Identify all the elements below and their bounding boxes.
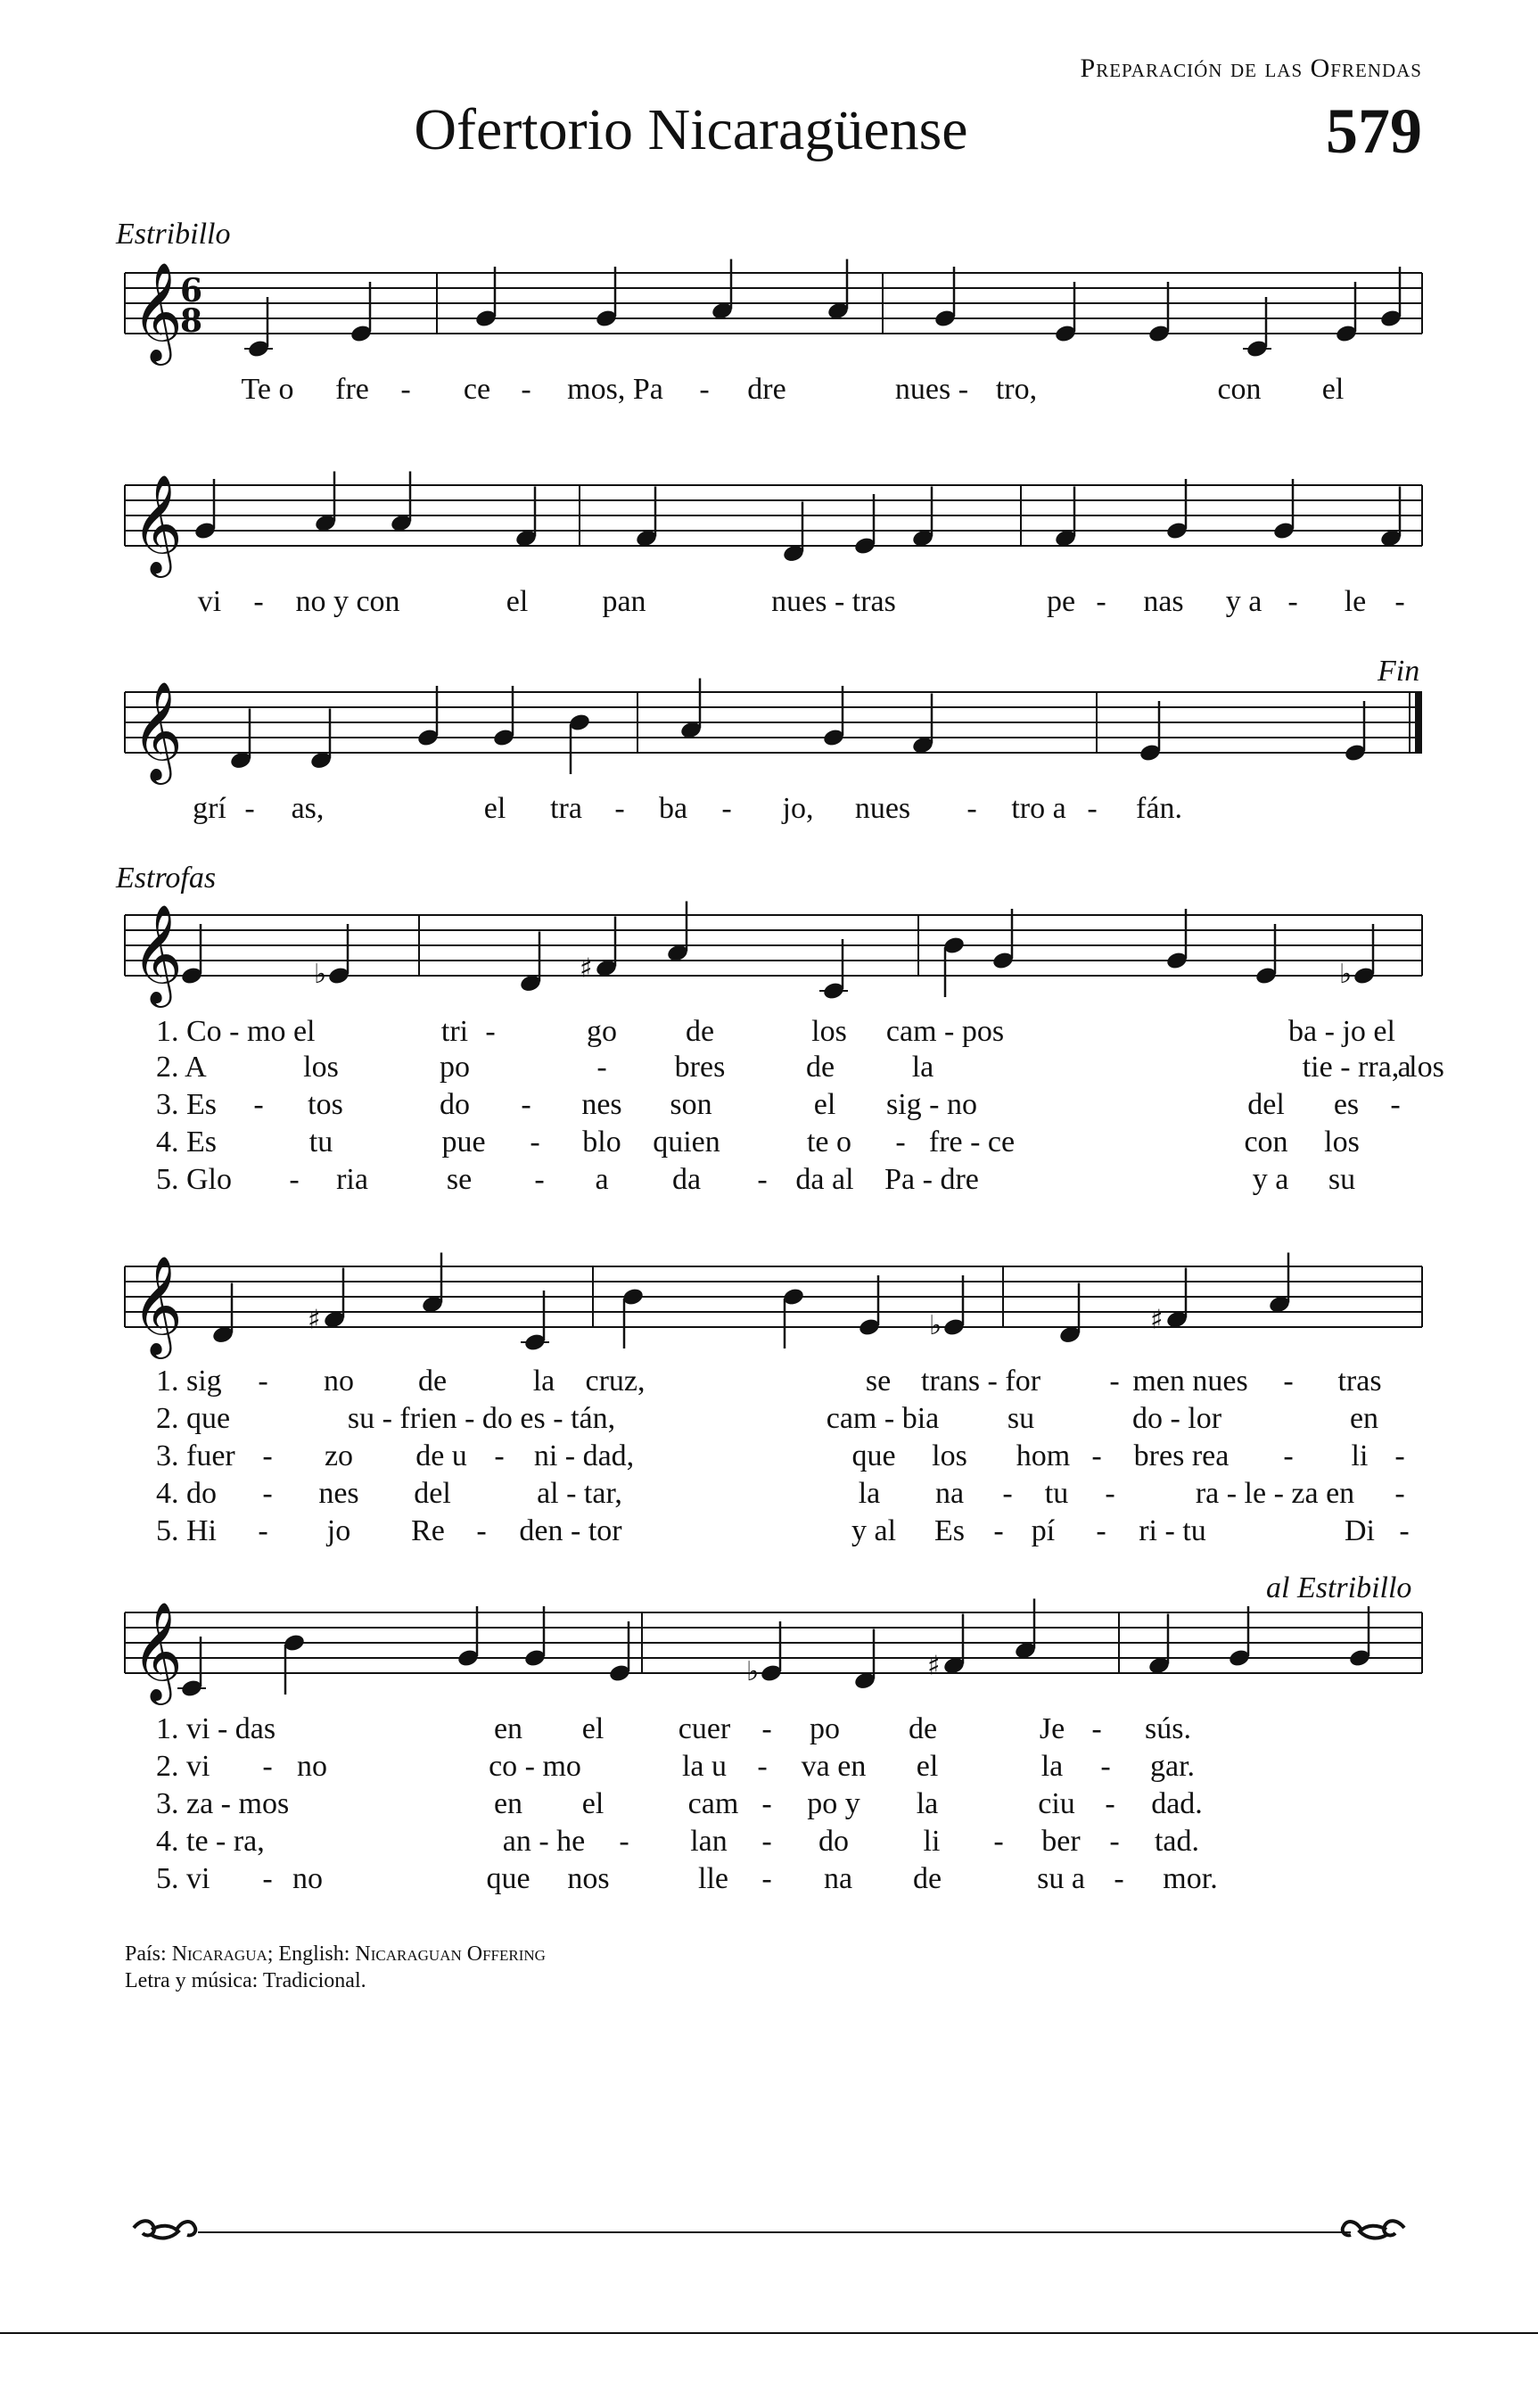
- lyric-syllable: nes: [318, 1477, 359, 1510]
- lyric-syllable: -: [761, 1825, 772, 1858]
- lyric-syllable: tu: [308, 1126, 333, 1159]
- verse-line-start: 5. Glo: [156, 1163, 232, 1196]
- lyric-syllable: -: [1109, 1365, 1120, 1398]
- lyric-syllable: fre - ce: [928, 1126, 1016, 1159]
- lyric-syllable: no y con: [295, 585, 400, 618]
- sharp-icon: ♯: [1150, 1304, 1164, 1336]
- lyric-syllable: -: [262, 1750, 273, 1783]
- verse-line-start: 1. sig: [156, 1365, 222, 1398]
- lyric-syllable: con: [1244, 1126, 1288, 1159]
- lyric-syllable: -: [1105, 1477, 1115, 1510]
- lyric-syllable: bres rea: [1133, 1439, 1230, 1472]
- lyric-syllable: nes: [581, 1088, 622, 1121]
- lyric-syllable: los: [1324, 1126, 1360, 1159]
- lyric-syllable: zo: [324, 1439, 354, 1472]
- lyric-syllable: do: [818, 1825, 849, 1858]
- lyric-syllable: -: [1390, 1088, 1401, 1121]
- ornament-left-icon: [134, 2221, 195, 2238]
- treble-clef-icon: 𝄞: [132, 1255, 183, 1355]
- sharp-icon: ♯: [308, 1304, 321, 1336]
- verse-line-start: 5. vi: [156, 1862, 210, 1895]
- lyric-syllable: -: [1091, 1439, 1102, 1472]
- lyric-syllable: el: [916, 1750, 939, 1783]
- lyric-syllable: el: [1321, 373, 1345, 406]
- lyric-syllable: -: [1283, 1439, 1294, 1472]
- lyric-syllable: el: [483, 792, 506, 825]
- lyric-syllable: ria: [336, 1163, 368, 1196]
- lyric-syllable: po y: [807, 1787, 860, 1820]
- verse-line-start: 1. Co - mo el: [156, 1015, 316, 1048]
- lyric-syllable: le: [1344, 585, 1367, 618]
- lyric-syllable: tos: [308, 1088, 343, 1121]
- lyric-syllable: mor.: [1163, 1862, 1218, 1895]
- lyric-syllable: pue: [441, 1126, 486, 1159]
- lyric-syllable: ra - le - za en: [1195, 1477, 1355, 1510]
- treble-clef-icon: 𝄞: [132, 1601, 183, 1701]
- lyric-syllable: -: [521, 1088, 531, 1121]
- lyric-syllable: -: [1105, 1787, 1115, 1820]
- credits-line-1: País: Nicaragua; English: Nicaraguan Offering: [125, 1942, 546, 1966]
- flat-icon: ♭: [929, 1310, 942, 1341]
- lyric-syllable: -: [596, 1051, 607, 1084]
- lyric-syllable: fre: [335, 373, 369, 406]
- lyric-syllable: da al: [795, 1163, 854, 1196]
- treble-clef-icon: 𝄞: [132, 261, 183, 361]
- lyric-syllable: as,: [291, 792, 325, 825]
- lyric-syllable: en: [1349, 1402, 1379, 1435]
- lyric-syllable: po: [810, 1712, 840, 1745]
- flat-icon: ♭: [746, 1656, 760, 1687]
- lyric-syllable: -: [530, 1126, 540, 1159]
- lyric-syllable: -: [494, 1439, 505, 1472]
- lyric-syllable: -: [1100, 1750, 1111, 1783]
- verse-line-start: 4. do: [156, 1477, 217, 1510]
- lyric-syllable: -: [1399, 1514, 1410, 1547]
- lyric-syllable: -: [1394, 585, 1405, 618]
- lyric-syllable: -: [289, 1163, 300, 1196]
- lyric-syllable: y a: [1225, 585, 1262, 618]
- lyric-syllable: co - mo: [489, 1750, 581, 1783]
- lyric-syllable: -: [244, 792, 255, 825]
- lyric-syllable: los: [811, 1015, 847, 1048]
- lyric-syllable: -: [1394, 1439, 1405, 1472]
- lyric-syllable: bres: [674, 1051, 726, 1084]
- lyric-syllable: se: [865, 1365, 892, 1398]
- treble-clef-icon: 𝄞: [132, 680, 183, 780]
- lyric-syllable: del: [1247, 1088, 1285, 1121]
- flat-icon: ♭: [314, 959, 327, 990]
- lyric-syllable: -: [534, 1163, 545, 1196]
- lyric-syllable: lle: [698, 1862, 728, 1895]
- lyric-syllable: -: [757, 1163, 768, 1196]
- lyric-syllable: de: [908, 1712, 938, 1745]
- lyric-syllable: cruz,: [585, 1365, 646, 1398]
- lyric-syllable: Te o: [241, 373, 294, 406]
- lyric-syllable: po: [440, 1051, 470, 1084]
- lyric-syllable: te o: [806, 1126, 852, 1159]
- lyric-syllable: -: [253, 585, 264, 618]
- lyric-syllable: con: [1217, 373, 1262, 406]
- verse-line-start: 2. que: [156, 1402, 231, 1435]
- lyric-syllable: ba - jo el: [1288, 1015, 1395, 1048]
- lyric-syllable: tro a: [1011, 792, 1066, 825]
- lyric-syllable: su a: [1037, 1862, 1085, 1895]
- lyric-syllable: -: [253, 1088, 264, 1121]
- lyric-syllable: en: [493, 1712, 523, 1745]
- lyric-syllable: -: [1287, 585, 1298, 618]
- lyric-syllable: cam: [687, 1787, 739, 1820]
- lyric-syllable: vi: [197, 585, 222, 618]
- lyric-syllable: no: [297, 1750, 327, 1783]
- lyric-syllable: tro,: [995, 373, 1038, 406]
- lyric-syllable: tri: [440, 1015, 469, 1048]
- lyric-syllable: Pa - dre: [884, 1163, 979, 1196]
- lyric-syllable: son: [670, 1088, 712, 1121]
- lyric-syllable: el: [813, 1088, 836, 1121]
- lyric-syllable: pan: [602, 585, 646, 618]
- lyric-syllable: es: [1333, 1088, 1360, 1121]
- lyric-syllable: cam - pos: [885, 1015, 1005, 1048]
- estrofas-label: Estrofas: [116, 862, 217, 895]
- lyric-syllable: su: [1328, 1163, 1356, 1196]
- lyric-syllable: ber: [1041, 1825, 1081, 1858]
- credits-line-2: Letra y música: Tradicional.: [125, 1969, 366, 1992]
- hymn-title: Ofertorio Nicaragüense: [414, 97, 968, 162]
- lyric-syllable: -: [1096, 585, 1106, 618]
- verse-line-start: 3. fuer: [156, 1439, 235, 1472]
- lyric-syllable: -: [485, 1015, 496, 1048]
- lyric-syllable: nues -: [894, 373, 969, 406]
- lyric-syllable: de u: [415, 1439, 467, 1472]
- lyric-syllable: gar.: [1149, 1750, 1196, 1783]
- lyric-syllable: -: [757, 1750, 768, 1783]
- lyric-syllable: sús.: [1145, 1712, 1191, 1745]
- treble-clef-icon: 𝄞: [132, 903, 183, 1003]
- lyric-syllable: do: [440, 1088, 470, 1121]
- lyric-syllable: -: [993, 1825, 1004, 1858]
- lyric-syllable: na: [823, 1862, 853, 1895]
- lyric-syllable: a: [1397, 1051, 1411, 1084]
- lyric-syllable: -: [1114, 1862, 1124, 1895]
- lyric-syllable: sig - no: [886, 1088, 977, 1121]
- lyric-syllable: a: [595, 1163, 609, 1196]
- lyric-syllable: tu: [1044, 1477, 1069, 1510]
- lyric-syllable: del: [414, 1477, 451, 1510]
- al-estribillo-label: al Estribillo: [1266, 1571, 1412, 1604]
- lyric-syllable: -: [721, 792, 732, 825]
- lyric-syllable: tie - rra,: [1302, 1051, 1400, 1084]
- lyric-syllable: cuer: [678, 1712, 731, 1745]
- lyric-syllable: de: [417, 1365, 448, 1398]
- lyric-syllable: -: [262, 1439, 273, 1472]
- lyric-syllable: fán.: [1136, 792, 1182, 825]
- lyric-syllable: -: [761, 1862, 772, 1895]
- lyric-syllable: -: [258, 1514, 268, 1547]
- lyric-syllable: al - tar,: [537, 1477, 622, 1510]
- lyric-syllable: tad.: [1154, 1825, 1200, 1858]
- lyric-syllable: -: [262, 1862, 273, 1895]
- hymn-number: 579: [1326, 95, 1422, 167]
- lyric-syllable: dre: [747, 373, 786, 406]
- lyric-syllable: do - lor: [1131, 1402, 1222, 1435]
- lyric-syllable: ri - tu: [1139, 1514, 1206, 1547]
- lyric-syllable: da: [671, 1163, 702, 1196]
- lyric-syllable: mos, Pa: [567, 373, 663, 406]
- lyric-syllable: jo,: [782, 792, 814, 825]
- lyric-syllable: ba: [658, 792, 688, 825]
- lyric-syllable: -: [1283, 1365, 1294, 1398]
- lyric-syllable: nos: [567, 1862, 610, 1895]
- lyric-syllable: -: [1002, 1477, 1013, 1510]
- lyric-syllable: trans - for: [920, 1365, 1041, 1398]
- lyric-syllable: el: [581, 1712, 605, 1745]
- lyric-syllable: la: [858, 1477, 881, 1510]
- lyric-syllable: Je: [1039, 1712, 1065, 1745]
- lyric-syllable: pe: [1046, 585, 1076, 618]
- lyric-syllable: -: [761, 1712, 772, 1745]
- lyric-syllable: la: [1040, 1750, 1064, 1783]
- lyric-syllable: y a: [1252, 1163, 1289, 1196]
- verse-line-start: 5. Hi: [156, 1514, 217, 1547]
- lyric-syllable: se: [446, 1163, 473, 1196]
- lyric-syllable: -: [966, 792, 977, 825]
- lyric-syllable: los: [932, 1439, 967, 1472]
- lyric-syllable: no: [324, 1365, 354, 1398]
- treble-clef-icon: 𝄞: [132, 474, 183, 573]
- lyric-syllable: que: [486, 1862, 530, 1895]
- lyric-syllable: el: [506, 585, 529, 618]
- lyric-syllable: -: [400, 373, 411, 406]
- verse-line-start: 3. za - mos: [156, 1787, 290, 1820]
- lyric-syllable: dad.: [1151, 1787, 1203, 1820]
- time-signature-numerator: 6: [180, 272, 203, 309]
- lyric-syllable: -: [521, 373, 531, 406]
- lyric-syllable: li: [923, 1825, 941, 1858]
- section-heading: Preparación de las Ofrendas: [1080, 54, 1422, 83]
- lyric-syllable: -: [614, 792, 625, 825]
- lyric-syllable: lan: [690, 1825, 728, 1858]
- verse-line-start: 2. vi: [156, 1750, 210, 1783]
- sharp-icon: ♯: [580, 952, 593, 985]
- lyric-syllable: el: [581, 1787, 605, 1820]
- lyric-syllable: y al: [851, 1514, 897, 1547]
- lyric-syllable: los: [303, 1051, 339, 1084]
- lyric-syllable: -: [258, 1365, 268, 1398]
- lyric-syllable: va en: [801, 1750, 867, 1783]
- lyric-syllable: -: [262, 1477, 273, 1510]
- lyric-syllable: -: [1096, 1514, 1106, 1547]
- lyric-syllable: que: [851, 1439, 896, 1472]
- lyric-syllable: li: [1351, 1439, 1369, 1472]
- lyric-syllable: la: [532, 1365, 555, 1398]
- lyric-syllable: jo: [326, 1514, 351, 1547]
- lyric-syllable: -: [761, 1787, 772, 1820]
- lyric-syllable: pí: [1031, 1514, 1056, 1547]
- lyric-syllable: tras: [1337, 1365, 1382, 1398]
- verse-line-start: 2. A: [156, 1051, 207, 1084]
- lyric-syllable: de: [805, 1051, 835, 1084]
- lyric-syllable: quien: [653, 1126, 720, 1159]
- lyric-syllable: no: [292, 1862, 323, 1895]
- lyric-syllable: -: [1109, 1825, 1120, 1858]
- lyric-syllable: men nues: [1132, 1365, 1248, 1398]
- lyric-syllable: en: [493, 1787, 523, 1820]
- verse-line-start: 4. Es: [156, 1126, 217, 1159]
- flat-icon: ♭: [1339, 959, 1353, 990]
- lyric-syllable: -: [1087, 792, 1098, 825]
- lyric-syllable: cam - bia: [826, 1402, 940, 1435]
- lyric-syllable: nues: [854, 792, 911, 825]
- fin-label: Fin: [1378, 655, 1420, 688]
- lyric-syllable: -: [1394, 1477, 1405, 1510]
- page-bottom-rule: [0, 2332, 1538, 2334]
- lyric-syllable: ciu: [1038, 1787, 1075, 1820]
- lyric-syllable: nues - tras: [771, 585, 896, 618]
- lyric-syllable: blo: [582, 1126, 621, 1159]
- lyric-syllable: na: [934, 1477, 965, 1510]
- verse-line-start: 1. vi - das: [156, 1712, 276, 1745]
- lyric-syllable: -: [619, 1825, 629, 1858]
- estribillo-label: Estribillo: [116, 218, 231, 251]
- verse-line-start: 3. Es: [156, 1088, 217, 1121]
- lyric-syllable: ni - dad,: [533, 1439, 635, 1472]
- lyric-syllable: den - tor: [519, 1514, 622, 1547]
- lyric-syllable: de: [685, 1015, 715, 1048]
- lyric-syllable: grí: [193, 792, 226, 825]
- time-signature-denominator: 8: [180, 302, 203, 340]
- lyric-syllable: an - he: [502, 1825, 586, 1858]
- lyric-syllable: -: [895, 1126, 906, 1159]
- lyric-syllable: los: [1409, 1051, 1444, 1084]
- lyric-syllable: su - frien - do es - tán,: [347, 1402, 616, 1435]
- lyric-syllable: la u: [681, 1750, 728, 1783]
- ornament-right-icon: [1343, 2221, 1404, 2238]
- lyric-syllable: Es: [934, 1514, 965, 1547]
- lyric-syllable: hom: [1016, 1439, 1071, 1472]
- verse-line-start: 4. te - ra,: [156, 1825, 265, 1858]
- lyric-syllable: de: [912, 1862, 942, 1895]
- lyric-syllable: -: [993, 1514, 1004, 1547]
- lyric-syllable: -: [1091, 1712, 1102, 1745]
- lyric-syllable: nas: [1143, 585, 1184, 618]
- lyric-syllable: Di: [1345, 1514, 1375, 1547]
- sharp-icon: ♯: [927, 1650, 941, 1682]
- lyric-syllable: -: [699, 373, 710, 406]
- lyric-syllable: la: [916, 1787, 939, 1820]
- lyric-syllable: -: [476, 1514, 487, 1547]
- lyric-syllable: tra: [550, 792, 582, 825]
- lyric-syllable: su: [1007, 1402, 1035, 1435]
- lyric-syllable: go: [587, 1015, 617, 1048]
- lyric-syllable: ce: [463, 373, 491, 406]
- lyric-syllable: la: [911, 1051, 934, 1084]
- lyric-syllable: Re: [411, 1514, 445, 1547]
